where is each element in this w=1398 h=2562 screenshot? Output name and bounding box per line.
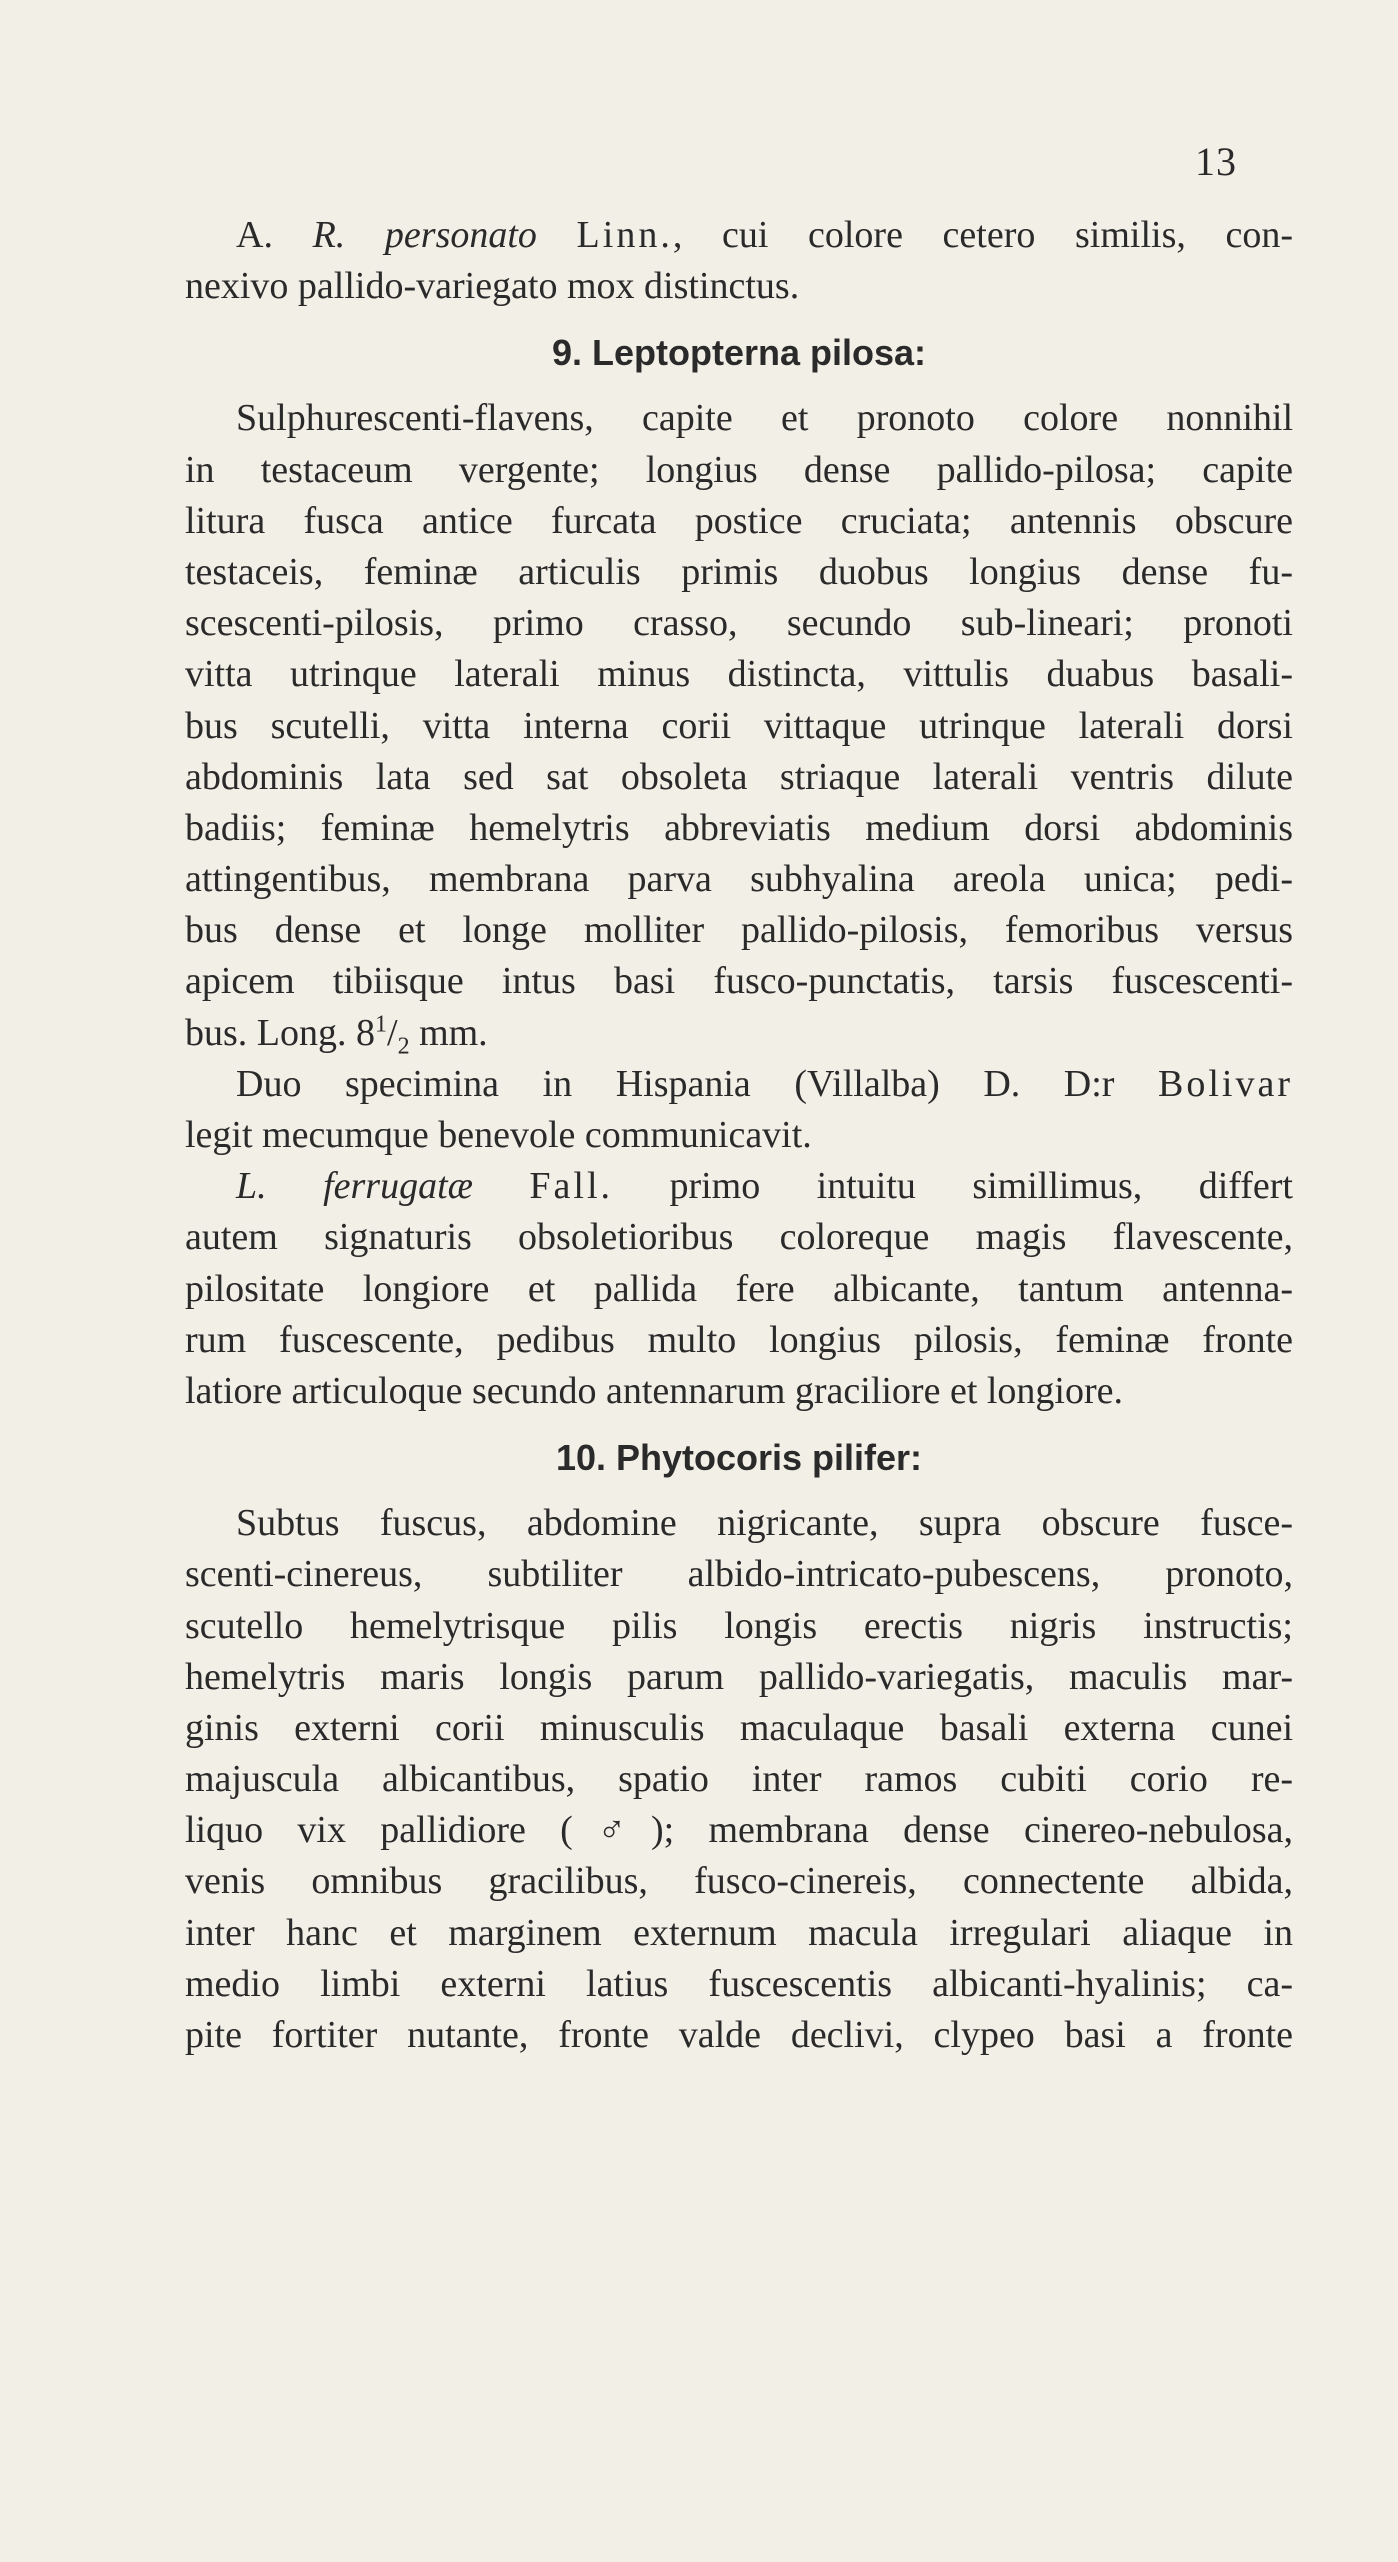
text-line: A. R. personato Linn., cui colore cetero similis, con- [236,214,1293,256]
text-line: autem signaturis obsoletioribus coloreque magis flavescente, [185,1216,1293,1259]
text-line: Sulphurescenti-flavens, capite et pronoto colore nonnihil [236,397,1293,440]
text-line: attingentibus, membrana parva subhyalina areola unica; pedi- [185,858,1293,901]
text-line: medio limbi externi latius fuscescentis albicanti-hyalinis; ca- [185,1962,1293,2005]
text-line: Subtus fuscus, abdomine nigricante, supra obscure fusce- [236,1502,1293,1545]
text-line: venis omnibus gracilibus, fusco-cinereis, connectente albida, [185,1860,1293,1903]
text-line: abdominis lata sed sat obsoleta striaque laterali ventris dilute [185,755,1293,798]
text-line: vitta utrinque laterali minus distincta, vittulis duabus basali- [185,653,1293,696]
text-line: bus scutelli, vitta interna corii vittaque utrinque laterali dorsi [185,704,1293,747]
text-line: pilositate longiore et pallida fere albicante, tantum antenna- [185,1267,1293,1310]
text-line: ginis externi corii minusculis maculaque basali externa cunei [185,1706,1293,1749]
male-symbol: ♂ [572,1809,651,1852]
text-line: testaceis, feminæ articulis primis duobus longius dense fu- [185,550,1293,593]
section-heading-10: 10. Phytocoris pilifer: [555,1437,923,1479]
text-line: bus dense et longe molliter pallido-pilosis, femoribus versus [185,909,1293,952]
text-line: majuscula albicantibus, spatio inter ramos cubiti corio re- [185,1758,1293,1801]
text-line: scenti-cinereus, subtiliter albido-intricato-pubescens, pronoto, [185,1553,1293,1596]
text-line: inter hanc et marginem externum macula irregulari aliaque in [185,1911,1293,1954]
text-line: latiore articuloque secundo antennarum graciliore et longiore. [185,1369,1124,1412]
page-number: 13 [1195,139,1237,184]
text-line: hemelytris maris longis parum pallido-variegatis, maculis mar- [185,1655,1293,1698]
text-line: badiis; feminæ hemelytris abbreviatis medium dorsi abdominis [185,806,1293,849]
text-line: scutello hemelytrisque pilis longis erectis nigris instructis; [185,1604,1293,1647]
text-line: L. ferrugatæ Fall. primo intuitu simillimus, differt [236,1165,1293,1208]
text-line: nexivo pallido-variegato mox distinctus. [185,265,800,308]
page-body [185,210,1293,2061]
section-heading-9: 9. Leptopterna pilosa: [551,332,927,374]
text-line: litura fusca antice furcata postice cruciata; antennis obscure [185,499,1293,542]
text-line: scescenti-pilosis, primo crasso, secundo sub-lineari; pronoti [185,602,1293,645]
text-line: liquo vix pallidiore (♂); membrana dense cinereo-nebulosa, [185,1809,1293,1852]
text-line: rum fuscescente, pedibus multo longius pilosis, feminæ fronte [185,1318,1293,1361]
text-line: legit mecumque benevole communicavit. [185,1114,812,1156]
text-line: bus. Long. $8^1/_2$ mm. [185,1010,488,1060]
text-line: Duo specimina in Hispania (Villalba) D. D:r Bolivar [236,1062,1293,1105]
text-line: in testaceum vergente; longius dense pallido-pilosa; capite [185,448,1293,491]
text-line: apicem tibiisque intus basi fusco-punctatis, tarsis fuscescenti- [185,960,1293,1003]
text-line: pite fortiter nutante, fronte valde declivi, clypeo basi a fronte [185,2014,1293,2056]
